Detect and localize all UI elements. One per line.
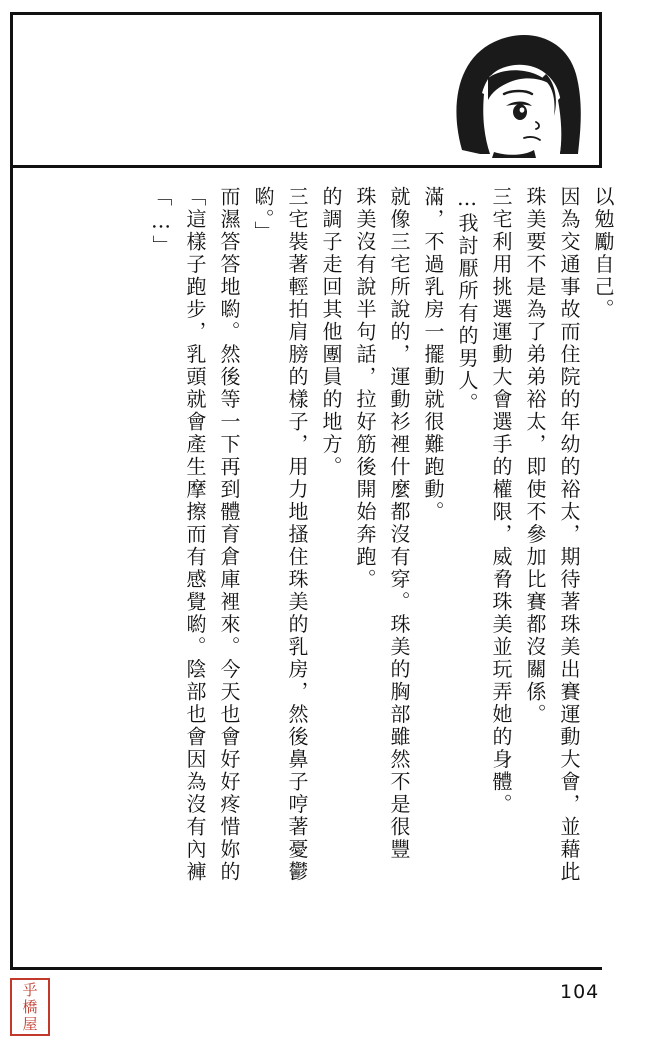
stamp-char-1: 乎 [22, 980, 38, 999]
text-column: 就像三宅所說的，運動衫裡什麼都沒有穿。珠美的胸部雖然不是很豐 [387, 186, 411, 861]
page-frame-top-border [10, 12, 602, 15]
text-column: 滿，不過乳房一擺動就很難跑動。 [421, 186, 445, 524]
text-column: 因為交通事故而住院的年幼的裕太，期待著珠美出賽運動大會，並藉此 [557, 186, 581, 884]
girl-portrait-illustration [432, 30, 592, 158]
text-column: 「這樣子跑步，乳頭就會產生摩擦而有感覺喲。陰部也會因為沒有內褲 [183, 186, 207, 884]
stamp-char-2: 橋 [22, 997, 38, 1016]
stamp-char-3: 屋 [22, 1014, 38, 1033]
text-column: 以勉勵自己。 [591, 186, 615, 321]
text-column: …我討厭所有的男人。 [455, 186, 479, 415]
text-column: 「…」 [149, 186, 173, 258]
text-column: 珠美沒有說半句話，拉好筋後開始奔跑。 [353, 186, 377, 591]
text-column: 而濕答答地喲。然後等一下再到體育倉庫裡來。今天也會好好疼惜妳的 [217, 186, 241, 884]
page-frame-left-border [10, 12, 13, 970]
text-column: 三宅利用挑選運動大會選手的權限，威脅珠美並玩弄她的身體。 [489, 186, 513, 816]
publisher-stamp [10, 978, 50, 1036]
text-column: 珠美要不是為了弟弟裕太，即使不參加比賽都沒關係。 [523, 186, 547, 726]
illustration-panel-bottom-border [10, 165, 602, 168]
illustration-panel-right-border [599, 12, 602, 168]
text-column: 三宅裝著輕拍肩膀的樣子，用力地搔住珠美的乳房，然後鼻子哼著憂鬱 [285, 186, 309, 884]
story-text-body [144, 186, 620, 936]
text-column: 的調子走回其他團員的地方。 [319, 186, 343, 479]
text-column: 喲。」 [251, 186, 275, 244]
page-frame-bottom-border [10, 967, 602, 970]
page-number: 104 [560, 981, 600, 1003]
